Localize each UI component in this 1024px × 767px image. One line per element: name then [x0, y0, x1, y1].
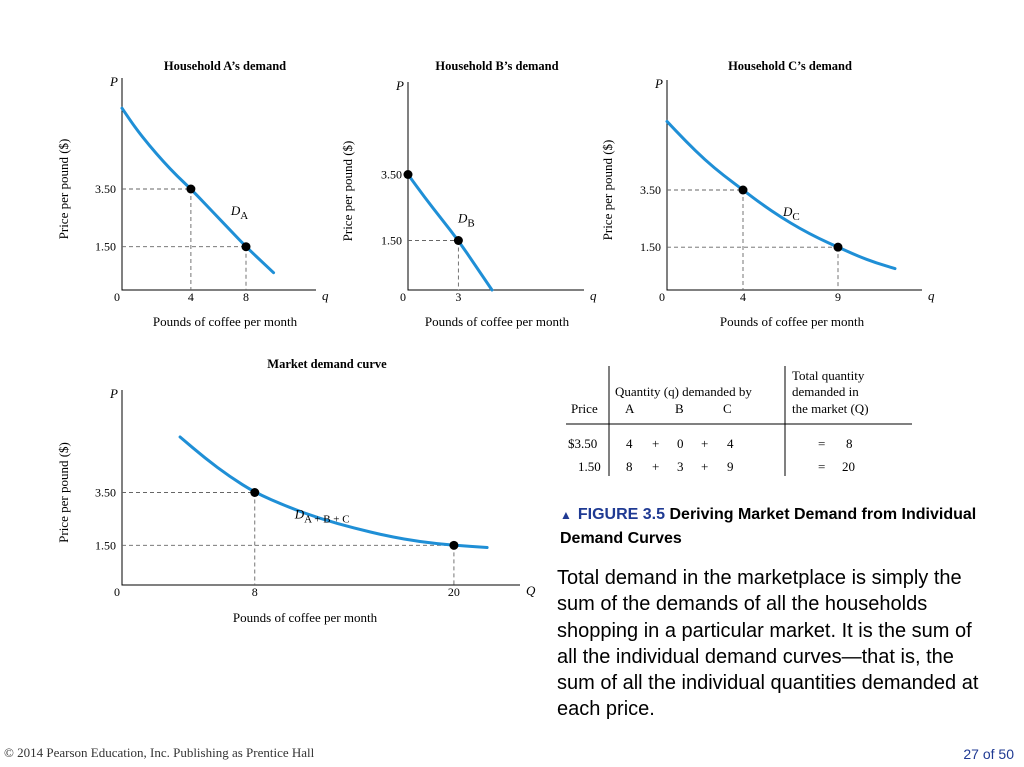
chart-title: Household C’s demand: [728, 59, 852, 73]
x-tick-label: 4: [740, 290, 746, 304]
body-paragraph: Total demand in the marketplace is simply the sum of the demands of all the households shopping in a particular market. It is the sum of all the individual demand curves—that is, the sum of all the individual quantities demanded at each price.: [557, 567, 979, 721]
origin-label: 0: [659, 290, 665, 304]
y-axis-label: Price per pound ($): [56, 138, 71, 240]
x-axis-letter: Q: [526, 583, 536, 598]
y-tick-label: 1.50: [381, 233, 402, 248]
origin-label: 0: [400, 290, 406, 304]
y-tick-label: 3.50: [640, 183, 661, 197]
table-row1-eq: =: [818, 436, 826, 451]
y-tick-label: 1.50: [95, 239, 116, 254]
table-header-total-2: demanded in: [792, 384, 859, 399]
x-tick-label: 3: [455, 290, 462, 304]
table-row1-total: 8: [846, 436, 853, 451]
y-axis-letter: P: [110, 74, 118, 89]
curve-label: $D_B$: [458, 210, 475, 230]
x-tick-label: 4: [187, 290, 194, 304]
table-row1-price: $3.50: [568, 436, 598, 451]
y-axis-label: Price per pound ($): [600, 139, 615, 241]
figure-label: FIGURE 3.5: [577, 506, 666, 523]
table-header-quantity: Quantity (q) demanded by: [615, 384, 752, 399]
x-tick-label: 20: [447, 585, 460, 599]
curve-label: $D_C$: [783, 204, 800, 223]
table-row1-plus2: +: [701, 436, 709, 451]
y-axis-letter: P: [655, 76, 663, 91]
x-axis-letter: q: [322, 288, 329, 303]
curve-label: $D_{A + B + C}$: [294, 506, 350, 526]
table-row2-b: 3: [677, 459, 684, 474]
table-row1-b: 0: [677, 436, 684, 451]
page-indicator: 27 of 50: [963, 746, 1014, 762]
chart-title: Household A’s demand: [163, 59, 287, 73]
y-axis-letter: P: [110, 386, 118, 401]
table-row2-plus1: +: [652, 459, 660, 474]
y-tick-label: 3.50: [95, 182, 116, 196]
origin-label: 0: [114, 585, 120, 599]
y-tick-label: 3.50: [95, 485, 116, 500]
figure-title: Deriving Market Demand from Individual Demand Curves: [560, 506, 977, 547]
x-tick-label: 9: [835, 290, 841, 304]
table-row2-price: 1.50: [578, 459, 601, 474]
origin-label: 0: [114, 290, 120, 304]
table-row1-c: 4: [727, 436, 734, 451]
table-row2-c: 9: [727, 459, 734, 474]
figure-caption: [560, 503, 980, 550]
table-row2-total: 20: [842, 459, 855, 474]
x-axis-label: Pounds of coffee per month: [232, 610, 378, 625]
y-axis-letter: P: [396, 78, 404, 93]
x-axis-label: Pounds of coffee per month: [719, 314, 865, 329]
table-col-a: A: [625, 401, 635, 416]
x-axis-letter: q: [590, 288, 597, 303]
table-header-total-3: the market (Q): [792, 401, 869, 416]
curve-label: $D_A$: [230, 203, 249, 222]
copyright-footer: © 2014 Pearson Education, Inc. Publishing as Prentice Hall: [4, 745, 315, 760]
chart-title: Market demand curve: [267, 357, 387, 371]
x-axis-letter: q: [928, 288, 935, 303]
chart-title: Household B’s demand: [435, 59, 559, 73]
x-axis-label: Pounds of coffee per month: [424, 314, 570, 329]
triangle-up-icon: ▲: [560, 508, 572, 522]
y-tick-label: 1.50: [640, 240, 661, 255]
x-tick-label: 8: [243, 290, 249, 304]
y-tick-label: 3.50: [381, 167, 402, 182]
y-tick-label: 1.50: [95, 538, 116, 553]
x-axis-label: Pounds of coffee per month: [152, 314, 298, 329]
table-row1-a: 4: [626, 436, 633, 451]
table-row1-plus1: +: [652, 436, 660, 451]
table-col-price: Price: [571, 401, 598, 416]
table-col-b: B: [675, 401, 684, 416]
table-col-c: C: [723, 401, 732, 416]
table-row2-eq: =: [818, 459, 826, 474]
table-row2-plus2: +: [701, 459, 709, 474]
x-tick-label: 8: [251, 585, 258, 599]
y-axis-label: Price per pound ($): [56, 442, 71, 543]
y-axis-label: Price per pound ($): [340, 140, 355, 242]
table-row2-a: 8: [626, 459, 633, 474]
table-header-total-1: Total quantity: [792, 368, 865, 383]
